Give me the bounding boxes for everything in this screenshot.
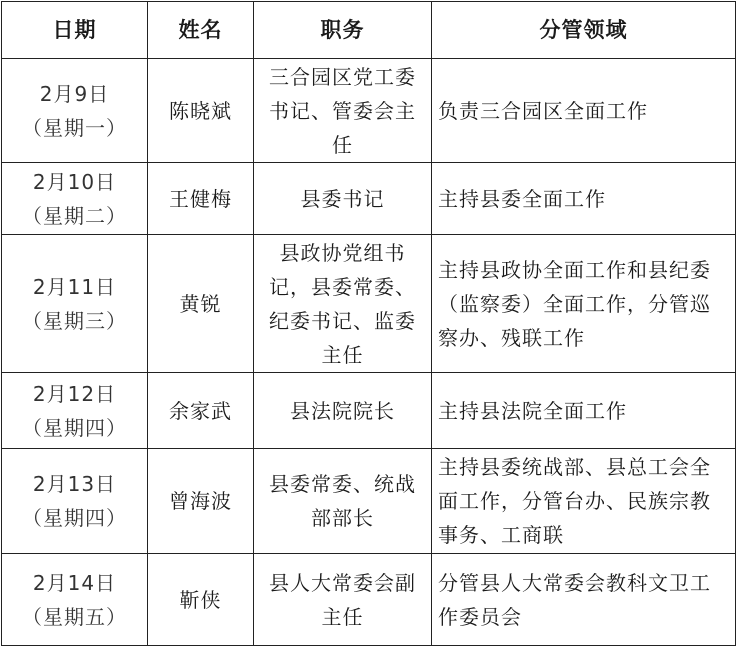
weekday-text: （星期二） [22, 203, 127, 228]
position-cell: 县人大常委会副主任 [254, 554, 432, 646]
date-text: 2月9日 [39, 81, 110, 106]
area-cell: 主持县法院全面工作 [432, 373, 736, 449]
table-row [2, 235, 736, 373]
area-cell: 分管县人大常委会教科文卫工作委员会 [432, 554, 736, 646]
table-row [2, 449, 736, 554]
area-cell: 主持县委统战部、县总工会全面工作，分管台办、民族宗教事务、工商联 [432, 449, 736, 554]
header-row [2, 2, 736, 59]
date-cell [2, 373, 148, 449]
area-cell: 负责三合园区全面工作 [432, 59, 736, 163]
position-cell: 县委常委、统战部部长 [254, 449, 432, 554]
date-cell [2, 449, 148, 554]
weekday-text: （星期一） [22, 115, 127, 140]
header-area: 分管领域 [432, 2, 736, 59]
name-cell: 陈晓斌 [148, 59, 254, 163]
date-text: 2月11日 [32, 274, 117, 299]
duty-roster-table [1, 1, 736, 646]
name-cell: 黄锐 [148, 235, 254, 373]
position-cell: 县政协党组书记，县委常委、纪委书记、监委主任 [254, 235, 432, 373]
area-cell: 主持县委全面工作 [432, 163, 736, 235]
header-date: 日期 [2, 2, 148, 59]
name-cell: 靳侠 [148, 554, 254, 646]
date-cell [2, 554, 148, 646]
position-cell: 三合园区党工委书记、管委会主任 [254, 59, 432, 163]
position-cell: 县法院院长 [254, 373, 432, 449]
header-position: 职务 [254, 2, 432, 59]
date-text: 2月12日 [32, 381, 117, 406]
name-cell: 王健梅 [148, 163, 254, 235]
table-row [2, 373, 736, 449]
weekday-text: （星期三） [22, 308, 127, 333]
position-cell: 县委书记 [254, 163, 432, 235]
area-cell: 主持县政协全面工作和县纪委（监察委）全面工作，分管巡察办、残联工作 [432, 235, 736, 373]
table-row [2, 163, 736, 235]
table-row [2, 554, 736, 646]
date-text: 2月14日 [32, 570, 117, 595]
date-text: 2月10日 [32, 169, 117, 194]
date-text: 2月13日 [32, 472, 117, 496]
table-row [2, 59, 736, 163]
date-cell [2, 59, 148, 163]
date-cell [2, 163, 148, 235]
weekday-text: （星期五） [22, 604, 127, 629]
weekday-text: （星期四） [22, 415, 127, 440]
weekday-text: （星期四） [22, 506, 127, 530]
date-cell [2, 235, 148, 373]
header-name: 姓名 [148, 2, 254, 59]
name-cell: 曾海波 [148, 449, 254, 554]
name-cell: 余家武 [148, 373, 254, 449]
